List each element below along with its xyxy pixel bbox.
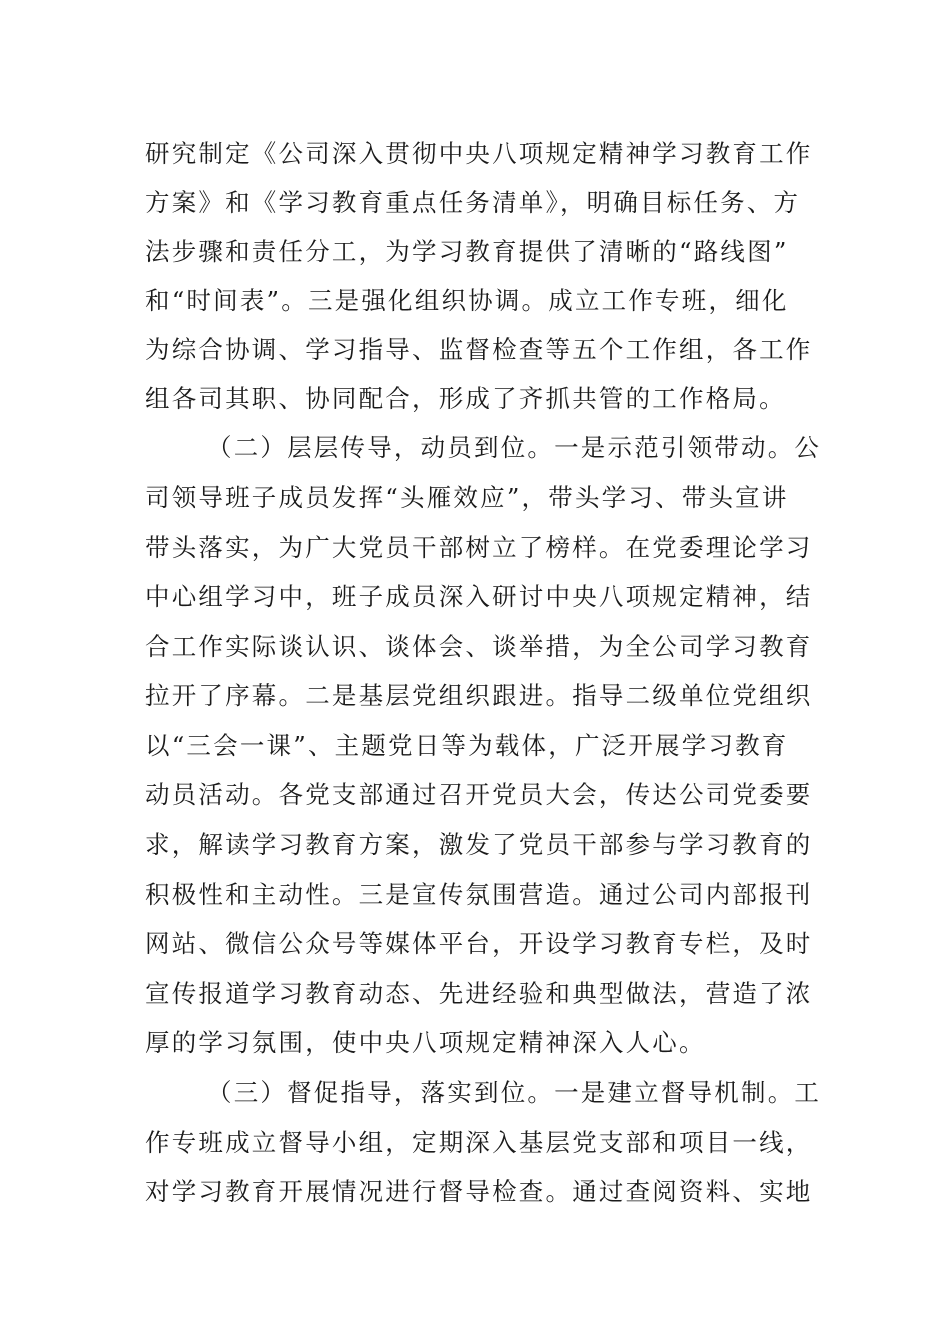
paragraph-line: 为综合协调、学习指导、监督检查等五个工作组，各工作	[145, 335, 813, 364]
paragraph-line: 和“时间表”。三是强化组织协调。成立工作专班，细化	[145, 286, 789, 315]
paragraph-line: 对学习教育开展情况进行督导检查。通过查阅资料、实地	[145, 1177, 813, 1206]
paragraph-line: 带头落实，为广大党员干部树立了榜样。在党委理论学习	[145, 533, 813, 562]
paragraph-line: 以“三会一课”、主题党日等为载体，广泛开展学习教育	[145, 731, 789, 760]
paragraph-line: 司领导班子成员发挥“头雁效应”，带头学习、带头宣讲	[145, 483, 789, 512]
paragraph-line: 组各司其职、协同配合，形成了齐抓共管的工作格局。	[145, 384, 786, 413]
section-heading-line: （三）督促指导，落实到位。一是建立督导机制。工	[207, 1078, 822, 1107]
section-heading-line: （二）层层传导，动员到位。一是示范引领带动。公	[207, 433, 822, 462]
paragraph-line: 拉开了序幕。二是基层党组织跟进。指导二级单位党组织	[145, 681, 813, 710]
paragraph-line: 方案》和《学习教育重点任务清单》，明确目标任务、方	[145, 188, 801, 217]
paragraph-line: 积极性和主动性。三是宣传氛围营造。通过公司内部报刊	[145, 880, 813, 909]
paragraph-line: 求，解读学习教育方案，激发了党员干部参与学习教育的	[145, 830, 813, 859]
paragraph-line: 网站、微信公众号等媒体平台，开设学习教育专栏，及时	[145, 929, 813, 958]
paragraph-line: 宣传报道学习教育动态、先进经验和典型做法，营造了浓	[145, 979, 813, 1008]
paragraph-line: 法步骤和责任分工，为学习教育提供了清晰的“路线图”	[145, 237, 789, 266]
paragraph-line: 合工作实际谈认识、谈体会、谈举措，为全公司学习教育	[145, 632, 813, 661]
paragraph-line: 厚的学习氛围，使中央八项规定精神深入人心。	[145, 1028, 706, 1057]
paragraph-line: 中心组学习中，班子成员深入研讨中央八项规定精神，结	[145, 582, 813, 611]
paragraph-line: 作专班成立督导小组，定期深入基层党支部和项目一线，	[145, 1128, 813, 1157]
paragraph-line: 动员活动。各党支部通过召开党员大会，传达公司党委要	[145, 780, 813, 809]
paragraph-line: 研究制定《公司深入贯彻中央八项规定精神学习教育工作	[145, 139, 813, 168]
